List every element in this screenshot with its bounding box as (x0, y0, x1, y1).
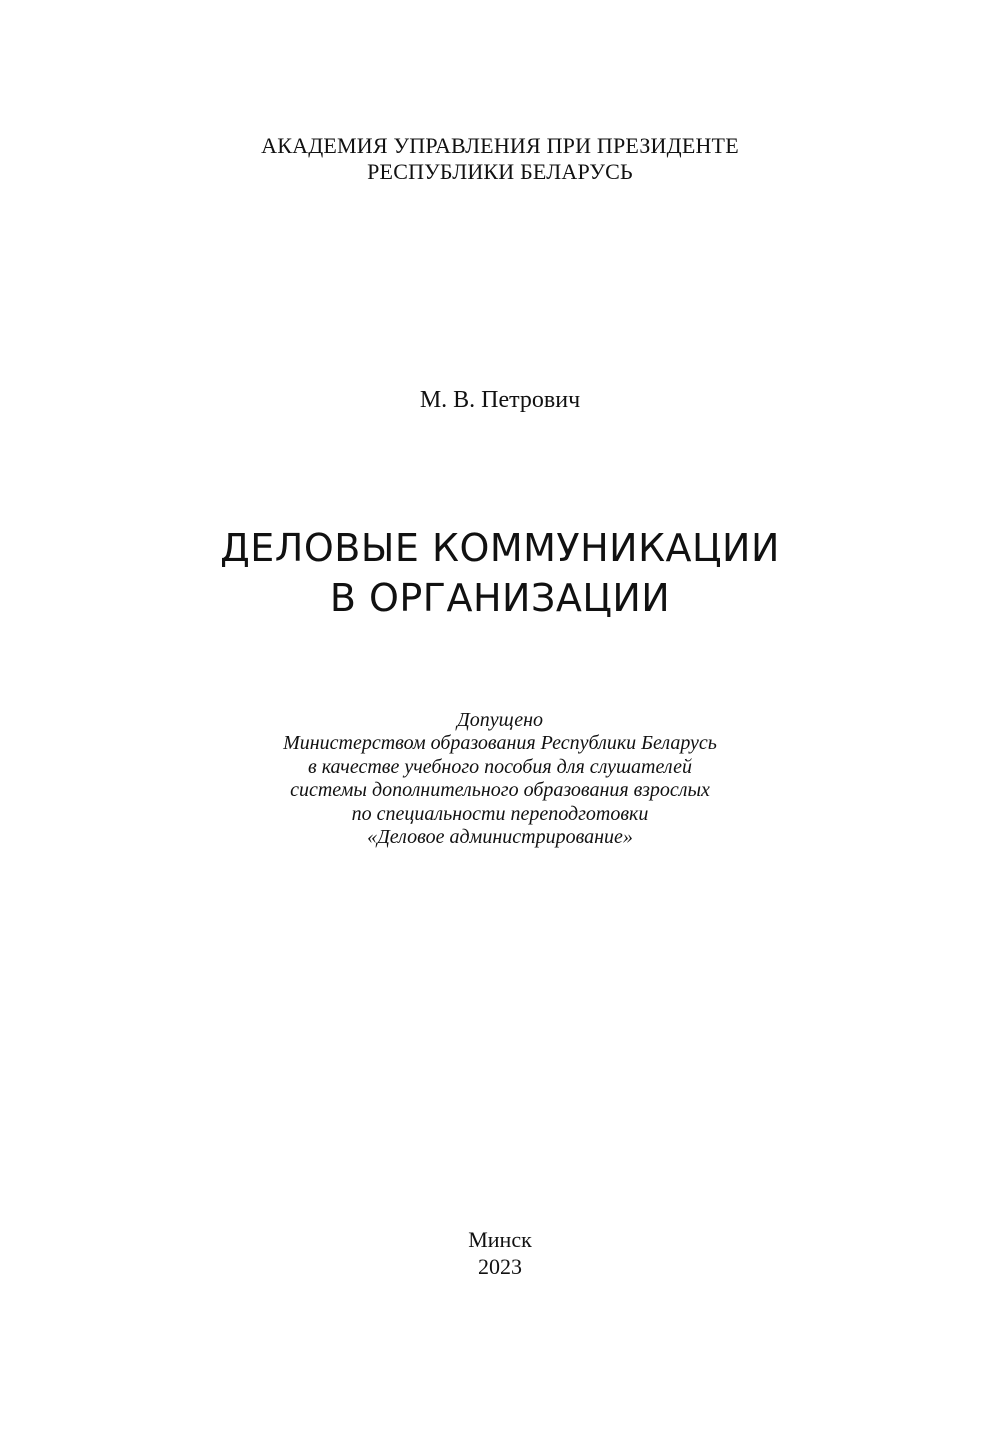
title-line-1: ДЕЛОВЫЕ КОММУНИКАЦИИ (220, 526, 780, 570)
imprint (0, 1226, 1000, 1280)
institution-line-2: РЕСПУБЛИКИ БЕЛАРУСЬ (367, 159, 633, 184)
book-title (0, 523, 1000, 623)
approval-line-2: Министерством образования Республики Беларусь (283, 732, 717, 755)
approval-line-1: Допущено (457, 709, 543, 731)
approval-statement (0, 709, 1000, 849)
institution-heading (0, 133, 1000, 185)
approval-line-4: системы дополнительного образования взрослых (290, 779, 710, 802)
author-name: М. В. Петрович (419, 387, 581, 413)
approval-line-6: «Деловое администрирование» (367, 826, 633, 849)
approval-line-3: в качестве учебного пособия для слушателей (308, 755, 692, 778)
approval-line-5: по специальности переподготовки (351, 802, 649, 825)
imprint-city: Минск (468, 1227, 532, 1252)
imprint-year: 2023 (478, 1254, 522, 1279)
institution-line-1: АКАДЕМИЯ УПРАВЛЕНИЯ ПРИ ПРЕЗИДЕНТЕ (261, 133, 739, 158)
title-line-2: В ОРГАНИЗАЦИИ (329, 576, 671, 620)
